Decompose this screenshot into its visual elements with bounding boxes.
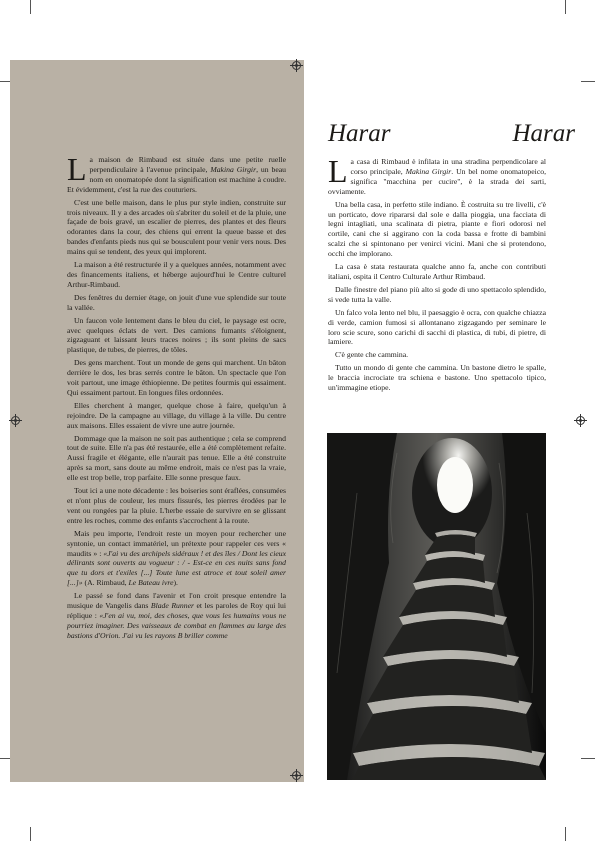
paragraph: Dommage que la maison ne soit pas authentique ; cela se comprend tout de suite. Elle n'a pas été restaurée, elle a été complètement refaite. Aussi fragile et élégante, elle n'aurait pas tenue. Elle a été construite après sa mort, sans doute au même endroit, mais ce n'est pas la vraie, elle est trop belle, trop parfaite. Elle sonne presque faux.: [67, 433, 286, 483]
italic-text: Le Bateau ivre: [128, 578, 174, 588]
paragraph: La maison a été restructurée il y a quelques années, notamment avec des financements italiens, et héberge aujourd'hui le Centre culturel Arthur-Rimbaud.: [67, 260, 286, 289]
paragraph: Des gens marchent. Tout un monde de gens qui marchent. Un bâton derrière le dos, les bras serrés contre le bâton. Un spectacle que l'on voit partout, une image éthiopienne. De petites fourmis qui essaiment. Qui essaiment partout. En longues files ordonnées.: [67, 358, 286, 397]
paragraph: Elles cherchent à manger, quelque chose à faire, quelqu'un à rejoindre. De la campagne au village, du village à la ville. Du centre aux maisons. Elles essaient de vivre une autre journée.: [67, 400, 286, 430]
italic-text: «J'ai vu des archipels sidéraux ! et des îles / Dont les cieux délirants sont ouverts au vogueur : / - Est-ce en ces nuits sans fond que tu dors et t'exiles [...] Toute lune est atroce et tout soleil amer [...]»: [67, 548, 287, 588]
registration-mark-icon: [292, 61, 301, 70]
paragraph: Mais peu importe, l'endroit reste un moyen pour rechercher une syntonie, un contact immatériel, un prétexte pour rappeler ces vers « maudits » : «J'ai vu des archipels sidéraux ! et des îles / Dont les cieux délirants sont ouverts au vogueur : / - Est-ce en ces nuits sans fond que tu dors et t'exiles [...] Toute lune est atroce et tout soleil amer [...]» (A. Rimbaud, Le Bateau ivre).: [67, 528, 287, 588]
paragraph: Le passé se fond dans l'avenir et l'on croit presque entendre la musique de Vangelis dans Blade Runner et les paroles de Roy qui lui réplique : «J'en ai vu, moi, des choses, que vous les humains vous ne pourriez imaginer. Des vaisseaux de combat en flammes au large des bastions d'Orion. J'ai vu les rayons B briller comme: [67, 591, 287, 640]
paragraph: La casa è stata restaurata qualche anno fa, anche con contributi italiani, ospita il Centro Culturale Arthur Rimbaud.: [328, 262, 546, 281]
paragraph: La maison de Rimbaud est située dans une petite ruelle perpendiculaire à l'avenue principale, Makina Girgir, un beau nom en onomatopée dont la signification est machine à coudre. Et évidemment, c'est la rue des couturiers.: [67, 151, 286, 194]
crop-mark-icon: [30, 827, 31, 841]
left-page-title: Harar: [512, 120, 575, 147]
paragraph: Un falco vola lento nel blu, il paesaggio è ocra, con qualche chiazza di verde, camion fumosi si allontanano zigzagando per seminare le loro scie scure, sono carichi di sacchi di plastica, di tubi, di pietre, di lamiere.: [328, 307, 546, 347]
crop-mark-icon: [30, 0, 31, 14]
crop-mark-icon: [565, 827, 566, 841]
paragraph: C'è gente che cammina.: [335, 350, 409, 360]
paragraph: Des fenêtres du dernier étage, on jouit d'une vue splendide sur toute la vallée.: [67, 292, 286, 312]
crop-mark-icon: [565, 0, 566, 14]
right-page-body: [328, 153, 546, 396]
paragraph: Dalle finestre del piano più alto si gode di uno spettacolo splendido, si vede tutta la valle.: [328, 284, 546, 304]
paragraph: Tutto un mondo di gente che cammina. Un bastone dietro le spalle, le braccia incrociate tra schiena e bastone. Uno spettacolo tipico, un'immagine etiope.: [328, 363, 546, 393]
paragraph: La casa di Rimbaud è infilata in una stradina perpendicolare al corso principale, Makina Girgir. Un bel nome onomatopeico, significa "macchina per cucire", è la strada dei sarti, ovviamente.: [328, 153, 546, 196]
italic-text: Makina Girgir: [405, 166, 452, 176]
registration-mark-icon: [292, 771, 301, 780]
registration-mark-icon: [576, 416, 585, 425]
right-page-title: Harar: [328, 120, 391, 147]
italic-text: Makina Girgir: [210, 164, 257, 174]
left-page-body: [67, 151, 287, 644]
crop-mark-icon: [581, 758, 595, 759]
drop-cap: L: [328, 153, 348, 189]
crop-mark-icon: [581, 81, 595, 82]
drop-cap: L: [67, 151, 87, 187]
photo-illustration: [327, 433, 546, 780]
paragraph: Un faucon vole lentement dans le bleu du ciel, le paysage est ocre, avec quelques éclats de vert. Des camions fumants s'éloignent, zigzaguant et laissant leurs traces noires ; ils sont pleins de sacs plastique, de tubes, de pierres, de tôles.: [67, 315, 286, 355]
registration-mark-icon: [11, 416, 20, 425]
italic-text: «J'en ai vu, moi, des choses, que vous les humains vous ne pourriez imaginer. Des vaisseaux de combat en flammes au large des bastions d'Orion. J'ai vu les rayons B briller comme: [67, 610, 286, 640]
stone-staircase-photo: [327, 433, 546, 780]
paragraph: C'est une belle maison, dans le plus pur style indien, construite sur trois niveaux. Il y a des arcades où s'abriter du soleil et de la pluie, une façade de bois gravé, un escalier de pierres, des plantes et des fleurs odorantes dans la cour, des chiens qui errent la queue basse et des bandes d'enfants pieds nus qui se bousculent pour venir vers nous. Des mains qui se tendent, des yeux qui implorent.: [67, 197, 286, 257]
italic-text: Blade Runner: [150, 601, 194, 611]
paragraph: Una bella casa, in perfetto stile indiano. È costruita su tre livelli, c'è un porticato, dove ripararsi dal sole e dalla pioggia, una facciata di legni intagliati, una scalinata di pietra, piante e fiori odorosi nel cortile, cani che si aggirano con la coda bassa e frotte di bambini scalzi che si spintonano per venirci vicini. Mani che si protendono, occhi che implorano.: [328, 199, 546, 259]
paragraph: Tout ici a une note décadente : les boiseries sont éraflées, consumées et n'ont plus de couleur, les murs fissurés, les pierres érodées par le vent ou rongées par la pluie. L'herbe essaie de survivre en se glissant entre les roches, comme des enfants s'accrochent à la route.: [67, 486, 286, 525]
